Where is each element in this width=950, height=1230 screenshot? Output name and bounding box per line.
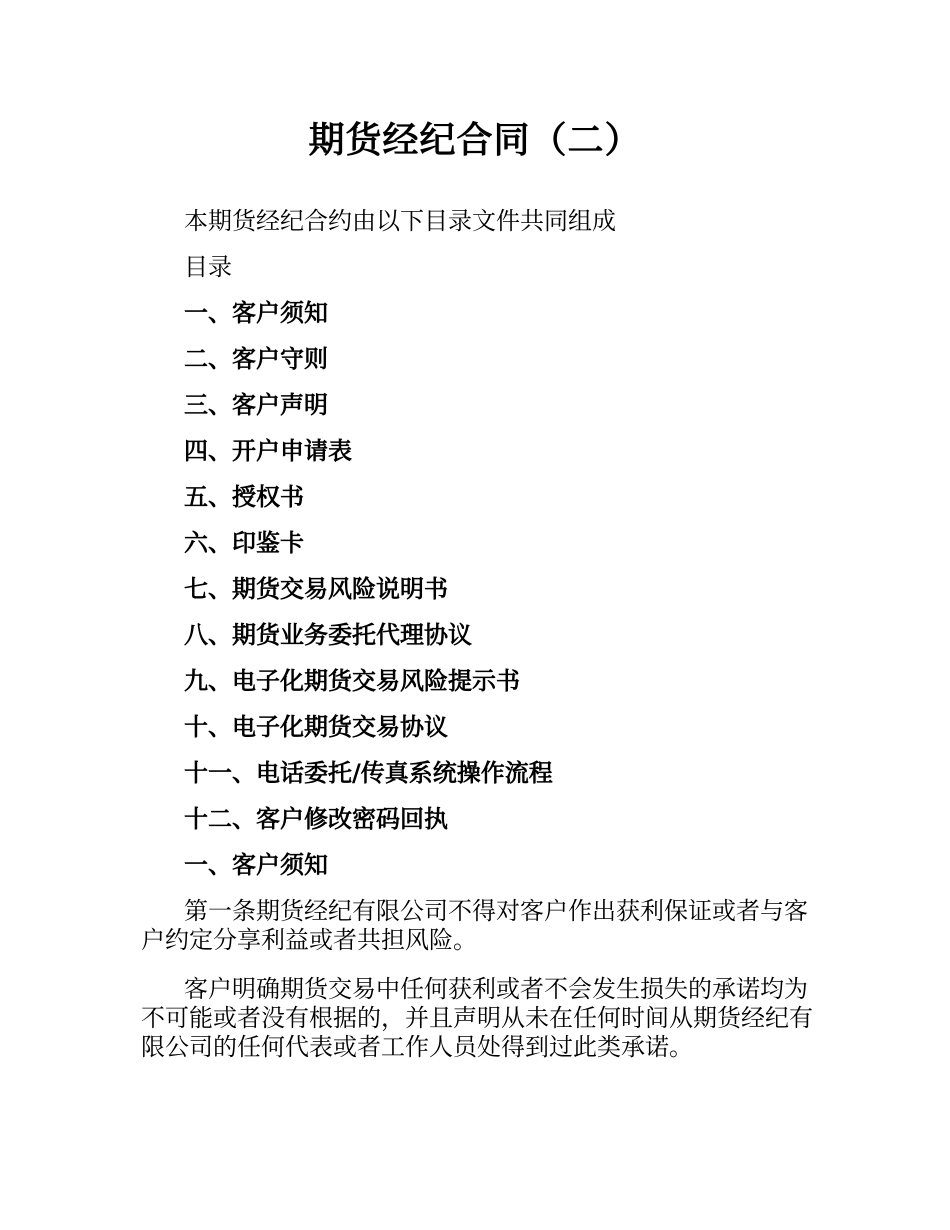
toc-item: 一、客户须知 [184, 299, 328, 327]
toc-item: 三、客户声明 [184, 391, 328, 419]
toc-item: 九、电子化期货交易风险提示书 [184, 667, 520, 695]
toc-item: 十、电子化期货交易协议 [184, 713, 448, 741]
toc-item: 十二、客户修改密码回执 [184, 805, 448, 833]
body-paragraph: 第一条期货经纪有限公司不得对客户作出获利保证或者与客户约定分享利益或者共担风险。 [141, 897, 808, 954]
body-paragraph: 客户明确期货交易中任何获利或者不会发生损失的承诺均为不可能或者没有根据的，并且声明从未在任何时间从期货经纪有限公司的任何代表或者工作人员处得到过此类承诺。 [141, 975, 813, 1061]
toc-item: 五、授权书 [184, 483, 304, 511]
section-heading: 一、客户须知 [184, 851, 328, 879]
toc-heading: 目录 [184, 253, 232, 281]
page-title: 期货经纪合同（二） [308, 120, 642, 161]
intro-text: 本期货经纪合约由以下目录文件共同组成 [184, 207, 616, 235]
toc-item: 二、客户守则 [184, 345, 328, 373]
toc-item: 六、印鉴卡 [184, 529, 304, 557]
toc-item: 十一、电话委托/传真系统操作流程 [184, 759, 553, 787]
toc-item: 四、开户申请表 [184, 437, 352, 465]
toc-item: 八、期货业务委托代理协议 [184, 621, 472, 649]
toc-item: 七、期货交易风险说明书 [184, 575, 448, 603]
